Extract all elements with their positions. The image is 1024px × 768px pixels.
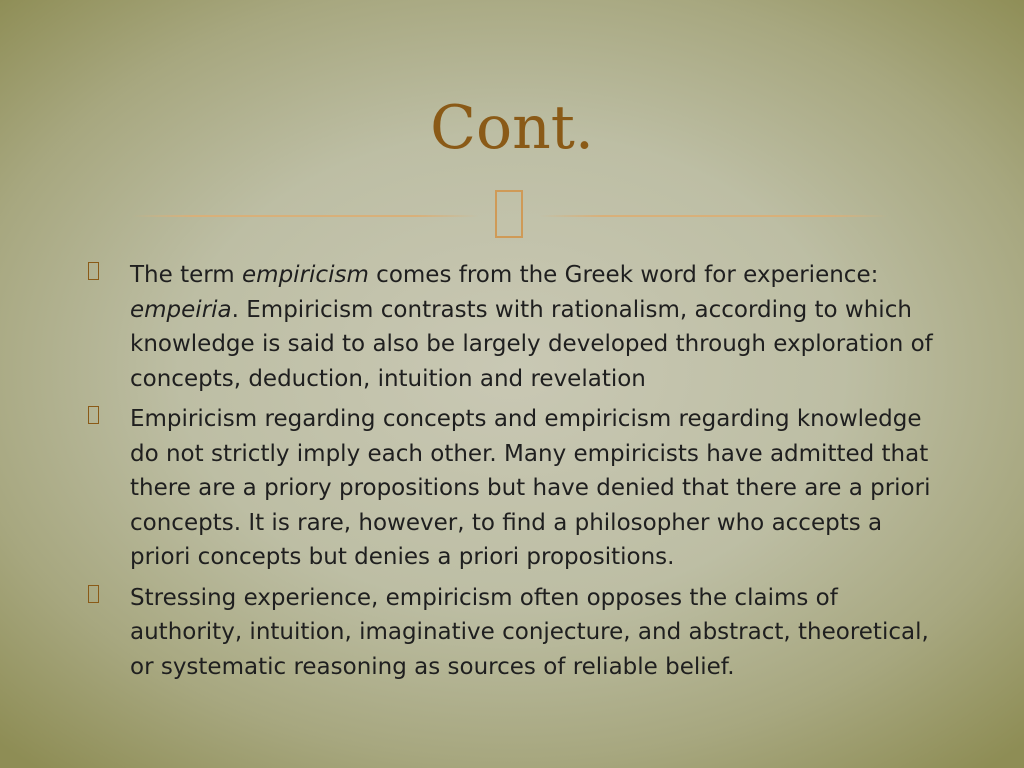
- bullet-emphasis: empiricism: [242, 262, 369, 288]
- bullet-icon: [88, 262, 99, 280]
- bullet-list: [88, 258, 948, 690]
- bullet-text-part: The term: [130, 262, 243, 288]
- bullet-text: Empiricism regarding concepts and empiricism regarding knowledge do not strictly imply each other. Many empiricists have admitted that there are a priory propositions but have denied that there are a priori concepts. It is rare, however, to find a philosopher who accepts a priori concepts but denies a priori propositions.: [130, 406, 931, 570]
- title-divider-left: [132, 215, 478, 217]
- bullet-text-part: comes from the Greek word for experience:: [368, 262, 879, 288]
- title-divider-right: [540, 215, 888, 217]
- bullet-item: [88, 402, 948, 575]
- slide-title: Cont.: [430, 93, 594, 163]
- bullet-item: [88, 581, 948, 685]
- bullet-emphasis: empeiria: [130, 296, 232, 323]
- ornament-icon: [495, 190, 523, 238]
- bullet-text-part: . Empiricism contrasts with rationalism, according to which knowledge is said to also be largely developed through exploration of concepts, deduction, intuition and revelation: [130, 296, 933, 392]
- bullet-item: [88, 258, 948, 396]
- bullet-icon: [88, 585, 99, 603]
- bullet-icon: [88, 406, 99, 424]
- bullet-text: Stressing experience, empiricism often opposes the claims of authority, intuition, imaginative conjecture, and abstract, theoretical, or systematic reasoning as sources of reliable belief.: [130, 584, 929, 680]
